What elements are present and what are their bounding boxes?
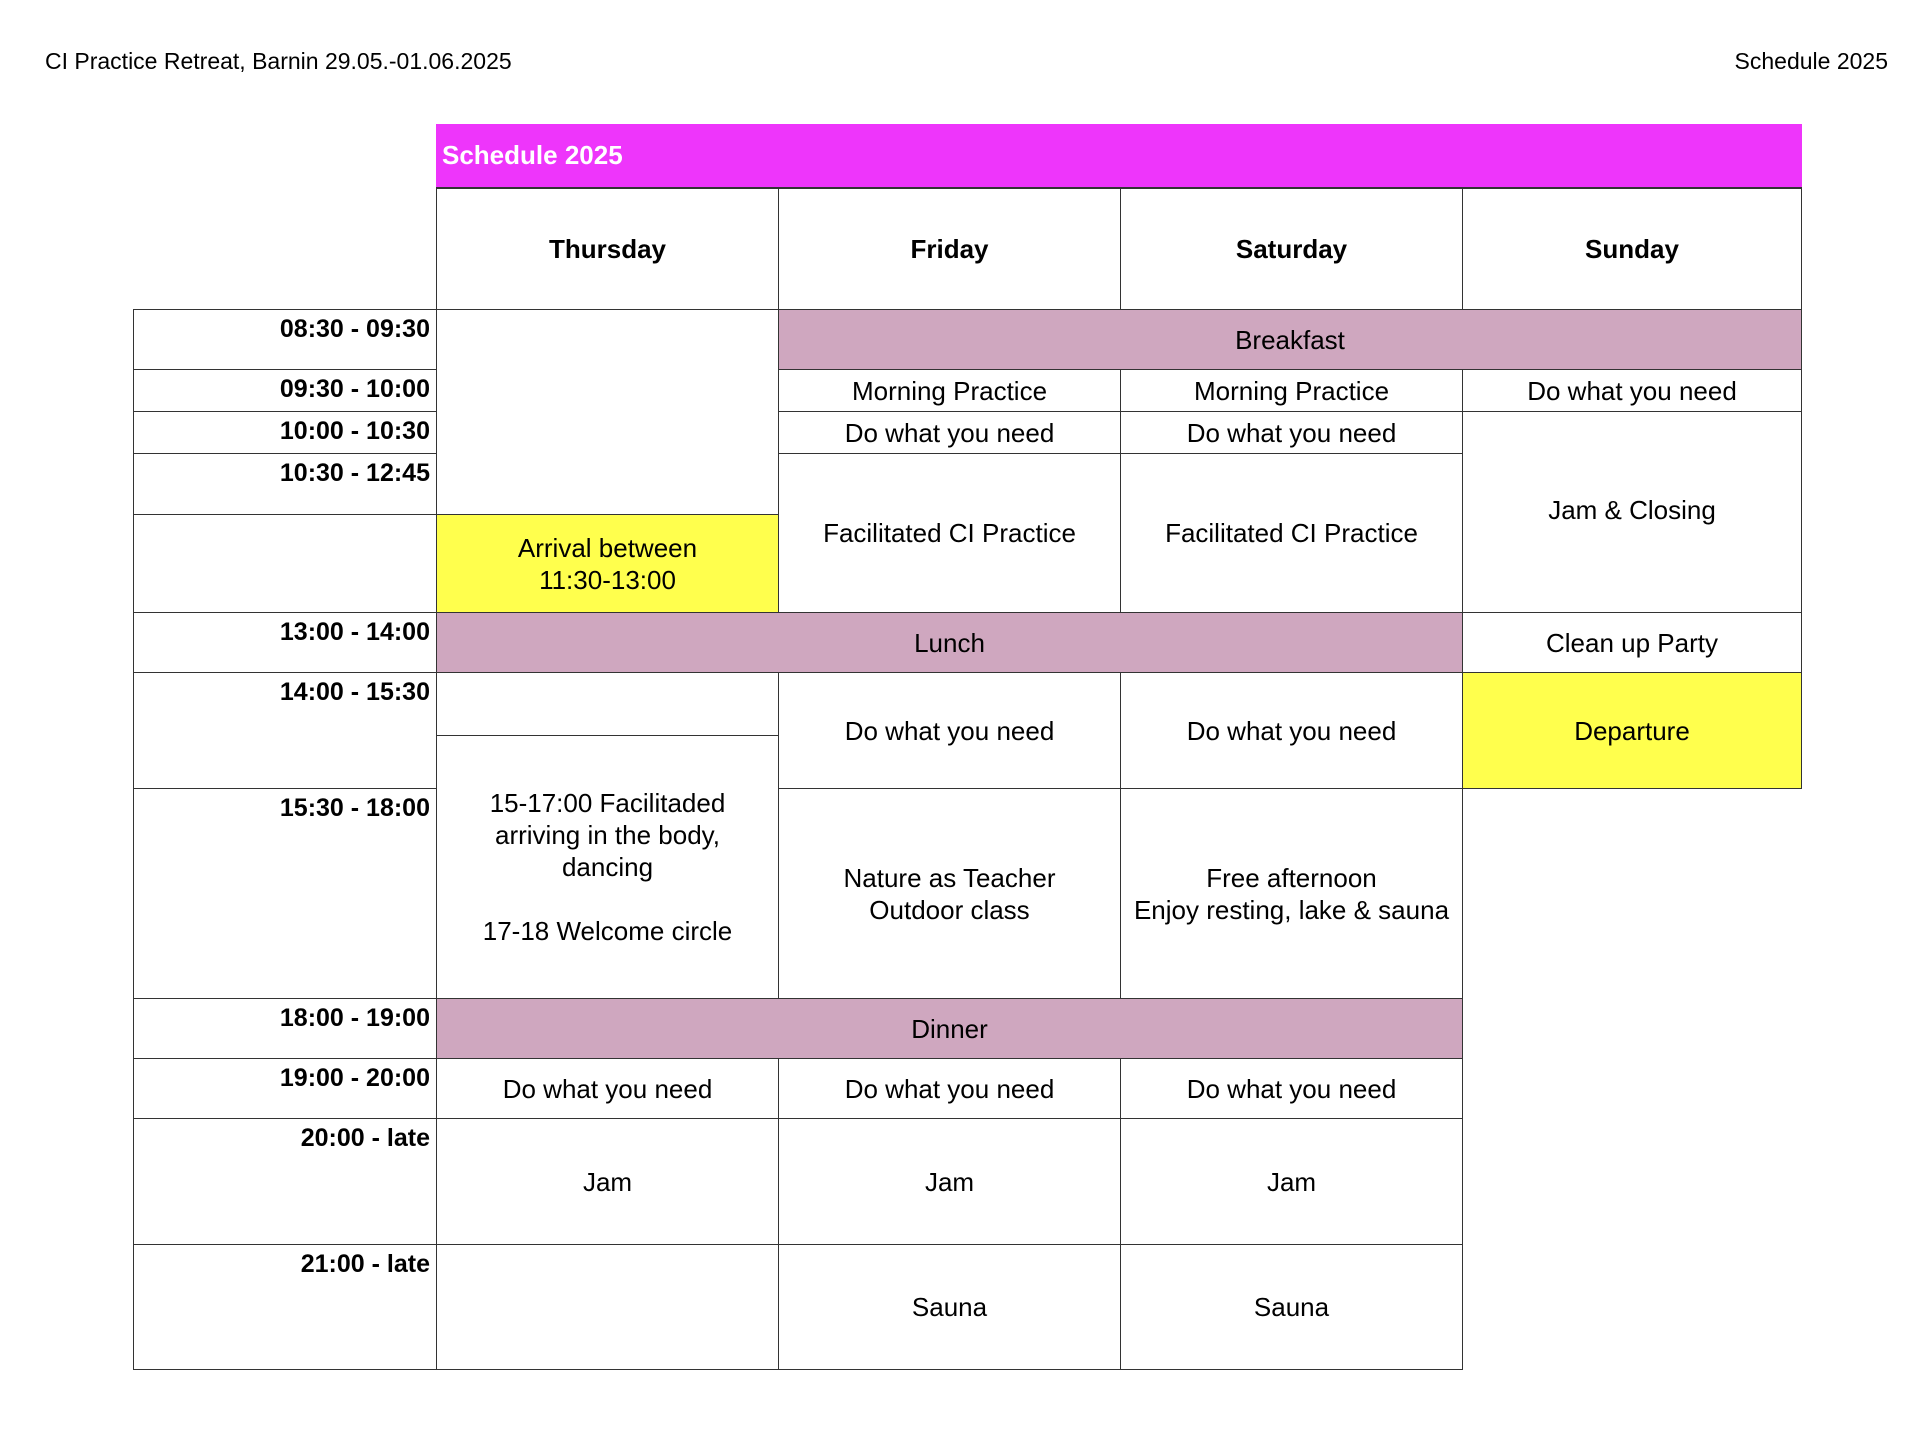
saturday-jam: Jam [1120, 1118, 1463, 1245]
saturday-morning-practice: Morning Practice [1120, 369, 1463, 412]
time-slot: 09:30 - 10:00 [133, 369, 437, 412]
saturday-free-morning: Do what you need [1120, 411, 1463, 454]
time-slot: 15:30 - 18:00 [133, 788, 437, 999]
saturday-free-time: Free afternoon Enjoy resting, lake & sauna [1120, 788, 1463, 999]
time-slot [133, 514, 437, 613]
friday-facilitated-practice: Facilitated CI Practice [778, 453, 1121, 613]
document-title: CI Practice Retreat, Barnin 29.05.-01.06.2025 [45, 48, 512, 74]
dinner: Dinner [436, 998, 1463, 1059]
saturday-facilitated-practice: Facilitated CI Practice [1120, 453, 1463, 613]
friday-morning-practice: Morning Practice [778, 369, 1121, 412]
day-header-thursday: Thursday [436, 188, 779, 310]
day-header-friday: Friday [778, 188, 1121, 310]
thursday-evening-free: Do what you need [436, 1058, 779, 1119]
time-slot: 08:30 - 09:30 [133, 309, 437, 370]
sunday-departure: Departure [1462, 672, 1802, 789]
time-slot: 10:30 - 12:45 [133, 453, 437, 515]
document-subtitle: Schedule 2025 [1734, 48, 1888, 74]
saturday-evening-free: Do what you need [1120, 1058, 1463, 1119]
friday-evening-free: Do what you need [778, 1058, 1121, 1119]
saturday-sauna: Sauna [1120, 1244, 1463, 1370]
thursday-empty-late [436, 1244, 779, 1370]
sunday-free-morning: Do what you need [1462, 369, 1802, 412]
time-slot: 14:00 - 15:30 [133, 672, 437, 789]
thursday-arrival: Arrival between 11:30-13:00 [436, 514, 779, 613]
schedule-banner: Schedule 2025 [436, 124, 1802, 188]
thursday-jam: Jam [436, 1118, 779, 1245]
friday-sauna: Sauna [778, 1244, 1121, 1370]
time-slot: 21:00 - late [133, 1244, 437, 1370]
sunday-jam-closing: Jam & Closing [1462, 411, 1802, 613]
time-slot: 18:00 - 19:00 [133, 998, 437, 1059]
time-slot: 19:00 - 20:00 [133, 1058, 437, 1119]
friday-free-morning: Do what you need [778, 411, 1121, 454]
friday-free-afternoon: Do what you need [778, 672, 1121, 789]
day-header-saturday: Saturday [1120, 188, 1463, 310]
saturday-free-afternoon: Do what you need [1120, 672, 1463, 789]
friday-nature-class: Nature as Teacher Outdoor class [778, 788, 1121, 999]
sunday-cleanup: Clean up Party [1462, 612, 1802, 673]
thursday-afternoon-program: 15-17:00 Facilitaded arriving in the body, dancing 17-18 Welcome circle [436, 735, 779, 999]
friday-jam: Jam [778, 1118, 1121, 1245]
thursday-empty-morning [436, 309, 779, 515]
thursday-empty-afternoon [436, 672, 779, 736]
time-slot: 10:00 - 10:30 [133, 411, 437, 454]
breakfast: Breakfast [778, 309, 1802, 370]
time-slot: 20:00 - late [133, 1118, 437, 1245]
day-header-sunday: Sunday [1462, 188, 1802, 310]
lunch: Lunch [436, 612, 1463, 673]
time-slot: 13:00 - 14:00 [133, 612, 437, 673]
